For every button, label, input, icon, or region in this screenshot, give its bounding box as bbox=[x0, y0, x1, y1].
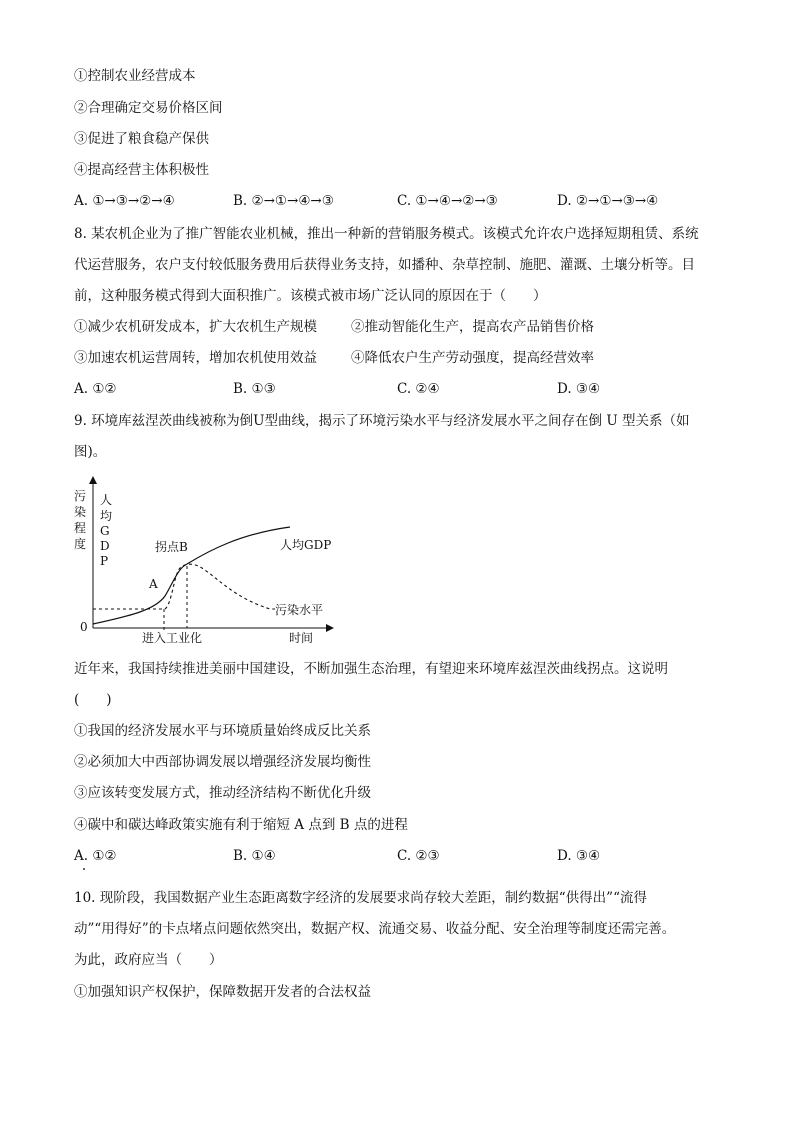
q9-after-line-2: ( ) bbox=[74, 692, 112, 708]
q9-item-4: ④碳中和碳达峰政策实施有利于缩短 A 点到 B 点的进程 bbox=[74, 817, 408, 833]
prev-item-1: ①控制农业经营成本 bbox=[74, 68, 196, 84]
point-b-label: 拐点B bbox=[155, 540, 188, 554]
q10-item-1: ①加强知识产权保护，保障数据开发者的合法权益 bbox=[74, 984, 371, 1000]
q8-option-c: C. ②④ bbox=[397, 381, 440, 397]
origin-label: 0 bbox=[80, 620, 88, 634]
x-axis-label: 时间 bbox=[289, 631, 314, 645]
q9-item-2: ②必须加大中西部协调发展以增强经济发展均衡性 bbox=[74, 754, 371, 770]
prev-option-b: B. ②→①→④→③ bbox=[233, 193, 334, 209]
pollution-curve-label: 污染水平 bbox=[275, 603, 324, 617]
q8-stem-line-3: 前，这种服务模式得到大面积推广。该模式被市场广泛认同的原因在于（ ） bbox=[74, 288, 547, 304]
q9-after-line-1: 近年来，我国持续推进美丽中国建设，不断加强生态治理，有望迎来环境库兹涅茨曲线拐点。这说明 bbox=[74, 661, 668, 677]
q9-option-b: B. ①④ bbox=[233, 848, 276, 864]
q9-item-1: ①我国的经济发展水平与环境质量始终成反比关系 bbox=[74, 723, 371, 739]
kuznets-curve-figure bbox=[70, 468, 340, 648]
gdp-curve bbox=[93, 527, 290, 624]
q9-option-c: C. ②③ bbox=[397, 848, 440, 864]
q9-stem-line-2: 图)。 bbox=[74, 444, 107, 460]
prev-option-a: A. ①→③→②→④ bbox=[74, 193, 175, 209]
q8-item-2: ②推动智能化生产，提高农产品销售价格 bbox=[351, 319, 594, 335]
q8-option-b: B. ①③ bbox=[233, 381, 276, 397]
q8-item-4: ④降低农户生产劳动强度，提高经营效率 bbox=[351, 350, 594, 366]
q8-item-1: ①减少农机研发成本，扩大农机生产规模 bbox=[74, 319, 317, 335]
q8-item-3: ③加速农机运营周转，增加农机使用效益 bbox=[74, 350, 317, 366]
q10-stem-line-2: 动”“用得好”的卡点堵点问题依然突出，数据产权、流通交易、收益分配、安全治理等制度还需完善。 bbox=[74, 921, 676, 937]
q9-option-a: A. ①② bbox=[74, 848, 117, 864]
pollution-curve bbox=[165, 564, 275, 609]
stray-dot bbox=[83, 868, 85, 870]
prev-item-2: ②合理确定交易价格区间 bbox=[74, 100, 223, 116]
q8-stem-line-1: 8. 某农机企业为了推广智能农业机械，推出一种新的营销服务模式。该模式允许农户选择短期租赁、系统 bbox=[74, 226, 699, 242]
q8-option-a: A. ①② bbox=[74, 381, 117, 397]
x-annotation-label: 进入工业化 bbox=[142, 631, 203, 645]
q9-item-3: ③应该转变发展方式，推动经济结构不断优化升级 bbox=[74, 785, 371, 801]
q10-stem-line-3: 为此，政府应当（ ） bbox=[74, 952, 223, 968]
q8-option-d: D. ③④ bbox=[557, 381, 601, 397]
q8-stem-line-2: 代运营服务，农户支付较低服务费用后获得业务支持，如播种、杂草控制、施肥、灌溉、土壤分析等。目 bbox=[74, 257, 695, 273]
prev-item-4: ④提高经营主体积极性 bbox=[74, 162, 209, 178]
y-axis-label-left: 污 染 程 度 bbox=[74, 489, 87, 551]
prev-option-c: C. ①→④→②→③ bbox=[397, 193, 498, 209]
gdp-curve-label: 人均GDP bbox=[280, 538, 332, 552]
q9-stem-line-1: 9. 环境库兹涅茨曲线被称为倒U型曲线，揭示了环境污染水平与经济发展水平之间存在倒 U 型关系（如 bbox=[74, 413, 690, 429]
point-a-label: A bbox=[149, 577, 158, 591]
y-axis-label-right: 人 均 G D P bbox=[100, 493, 113, 568]
prev-option-d: D. ②→①→③→④ bbox=[557, 193, 659, 209]
prev-item-3: ③促进了粮食稳产保供 bbox=[74, 131, 209, 147]
q10-stem-line-1: 10. 现阶段，我国数据产业生态距离数字经济的发展要求尚存较大差距，制约数据“供得出”“流得 bbox=[74, 890, 647, 906]
q9-option-d: D. ③④ bbox=[557, 848, 601, 864]
